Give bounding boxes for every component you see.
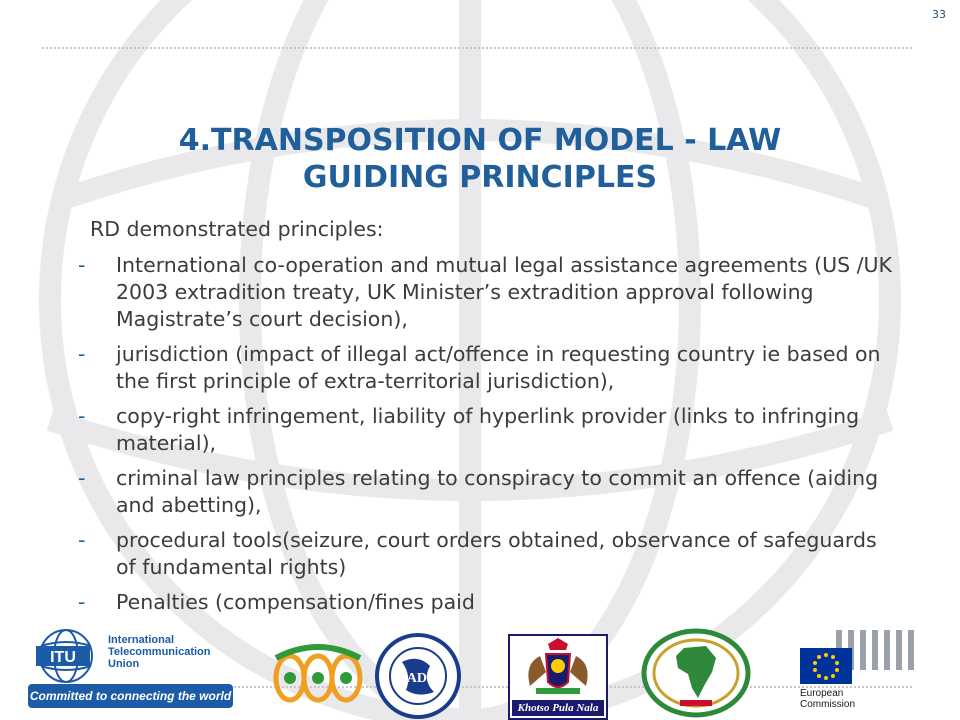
- list-item-text: jurisdiction (impact of illegal act/offence in requesting country ie based on the first principle of extra-territorial jurisdiction),: [116, 342, 881, 393]
- list-item-text: Penalties (compensation/fines paid: [116, 590, 475, 614]
- slide-title: [40, 122, 920, 196]
- list-item: [78, 465, 898, 519]
- title-line-1: 4.TRANSPOSITION OF MODEL - LAW: [178, 123, 782, 158]
- lesotho-coat-of-arms: [508, 634, 608, 720]
- page-number: 33: [932, 8, 946, 21]
- list-item: [78, 589, 898, 616]
- bullet-dash: -: [78, 342, 86, 366]
- sadc-logo: [372, 632, 464, 720]
- itu-name: International Telecommunication Union: [108, 634, 211, 670]
- lesotho-crest-icon: [510, 636, 606, 700]
- title-line-2: GUIDING PRINCIPLES: [302, 160, 658, 195]
- ecowas-logo: [268, 638, 368, 713]
- intro-text: RD demonstrated principles:: [90, 217, 384, 241]
- list-item: [78, 527, 898, 581]
- itu-logo: [28, 624, 233, 712]
- ec-label: European Commission: [800, 688, 856, 710]
- list-item-text: procedural tools(seizure, court orders obtained, observance of safeguards of fundamental rights): [116, 528, 877, 579]
- list-item: [78, 403, 898, 457]
- list-item: [78, 252, 898, 333]
- bullet-dash: -: [78, 466, 86, 490]
- ec-emblem-icon: [798, 626, 928, 686]
- svg-text:SADC: SADC: [398, 671, 438, 686]
- lesotho-motto: Khotso Pula Nala: [512, 700, 604, 716]
- european-commission-logo: [798, 626, 928, 718]
- itu-globe-icon: [28, 624, 108, 686]
- list-item-text: copy-right infringement, liability of hyperlink provider (links to infringing material),: [116, 404, 860, 455]
- list-item: [78, 341, 898, 395]
- bullet-dash: -: [78, 528, 86, 552]
- itu-tagline: Committed to connecting the world: [28, 684, 233, 708]
- list-item-text: criminal law principles relating to conspiracy to commit an offence (aiding and abetting),: [116, 466, 879, 517]
- bullet-dash: -: [78, 590, 86, 614]
- top-divider: [42, 47, 912, 49]
- african-union-logo: [640, 628, 752, 718]
- bullet-dash: -: [78, 404, 86, 428]
- svg-text:ITU: ITU: [50, 649, 76, 666]
- bullet-dash: -: [78, 253, 86, 277]
- principles-list: [78, 252, 898, 624]
- partner-logo-strip: [0, 620, 960, 720]
- list-item-text: International co-operation and mutual legal assistance agreements (US /UK 2003 extradition treaty, UK Minister’s extradition approval following Magistrate’s court decision),: [116, 253, 892, 331]
